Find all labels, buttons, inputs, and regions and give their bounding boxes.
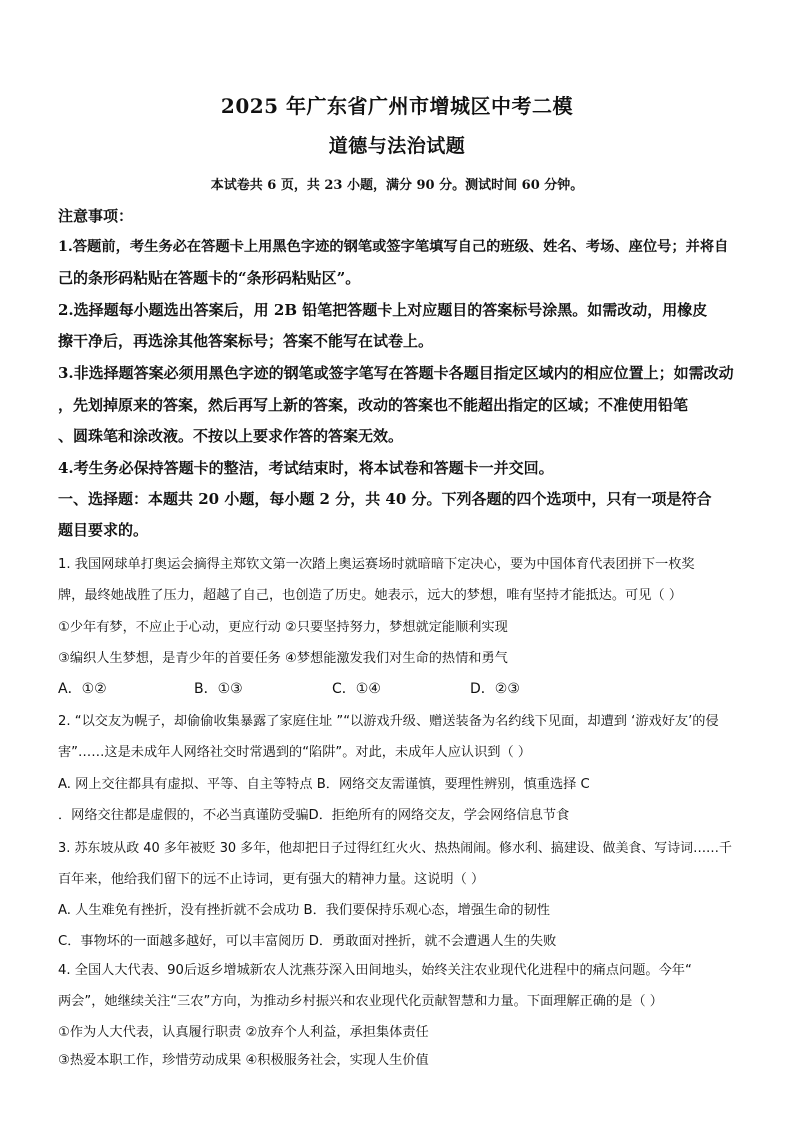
section-1-heading-line-2: 题目要求的。 <box>58 521 149 539</box>
question-4-statements-2: ③热爱本职工作，珍惜劳动成果 ④积极服务社会，实现人生价值 <box>58 1053 429 1068</box>
note-4: 4.考生务必保持答题卡的整洁，考试结束时，将本试卷和答题卡一并交回。 <box>58 459 554 477</box>
question-2-line-2: 害”……这是未成年人网络社交时常遇到的“陷阱”。对此，未成年人应认识到（ ） <box>58 745 532 760</box>
note-2-line-2: 擦干净后，再选涂其他答案标号；答案不能写在试卷上。 <box>58 332 434 350</box>
question-3-line-1: 3. 苏东坡从政 40 多年被贬 30 多年，他却把日子过得红红火火、热热闹闹。修水利、搞建设、做美食、写诗词……千 <box>58 841 732 856</box>
question-3-options-line-1: A. 人生难免有挫折，没有挫折就不会成功 B．我们要保持乐观心态，增强生命的韧性 <box>58 903 550 918</box>
question-1-option-d: D．②③ <box>470 681 520 697</box>
question-2-options-line-1: A. 网上交往都具有虚拟、平等、自主等特点 B．网络交友需谨慎，要理性辨别，慎重选择 C <box>58 777 590 792</box>
question-1-statements-1: ①少年有梦，不应止于心动，更应行动 ②只要坚持努力，梦想就定能顺利实现 <box>58 620 508 635</box>
question-1-option-c: C．①④ <box>332 681 381 697</box>
question-1-option-a: A．①② <box>58 681 107 697</box>
exam-title: 2025 年广东省广州市增城区中考二模 <box>220 94 574 118</box>
notes-heading: 注意事项： <box>58 207 134 225</box>
note-1-line-2: 己的条形码粘贴在答题卡的“条形码粘贴区”。 <box>58 269 361 287</box>
question-2-options-line-2: ．网络交往都是虚假的，不必当真谨防受骗D．拒绝所有的网络交友，学会网络信息节食 <box>58 808 570 823</box>
note-3-line-3: 、圆珠笔和涂改液。不按以上要求作答的答案无效。 <box>58 427 404 445</box>
note-3-line-1: 3.非选择题答案必须用黑色字迹的钢笔或签字笔写在答题卡各题目指定区域内的相应位置上；如需改动 <box>58 364 734 382</box>
question-1-line-1: 1. 我国网球单打奥运会摘得主郑钦文第一次踏上奥运赛场时就暗暗下定决心，要为中国体育代表团拼下一枚奖 <box>58 557 695 572</box>
note-3-line-2: ，先划掉原来的答案，然后再写上新的答案，改动的答案也不能超出指定的区域；不准使用铅笔 <box>58 396 689 414</box>
note-1-line-1: 1.答题前，考生务必在答题卡上用黑色字迹的钢笔或签字笔填写自己的班级、姓名、考场、座位号；并将自 <box>58 239 729 255</box>
question-4-line-1: 4. 全国人大代表、90后返乡增城新农人沈燕芬深入田间地头，始终关注农业现代化进程中的痛点问题。今年“ <box>58 963 692 978</box>
question-3-line-2: 百年来，他给我们留下的远不止诗词，更有强大的精神力量。这说明（ ） <box>58 872 485 887</box>
question-1-option-b: B．①③ <box>194 681 243 697</box>
note-2-line-1: 2.选择题每小题选出答案后，用 2B 铅笔把答题卡上对应题目的答案标号涂黑。如需改动，用橡皮 <box>58 301 708 319</box>
exam-info: 本试卷共 6 页，共 23 小题，满分 90 分。测试时间 60 分钟。 <box>210 178 584 193</box>
section-1-heading-line-1: 一、选择题：本题共 20 小题，每小题 2 分，共 40 分。下列各题的四个选项中，只有一项是符合 <box>58 490 712 508</box>
exam-subject: 道德与法治试题 <box>328 135 466 157</box>
question-1-line-2: 牌，最终她战胜了压力，超越了自己，也创造了历史。她表示，远大的梦想，唯有坚持才能抵达。可见（ ） <box>58 588 683 603</box>
question-4-line-2: 两会”，她继续关注“三农”方向，为推动乡村振兴和农业现代化贡献智慧和力量。下面理解正确的是（ ） <box>58 994 663 1009</box>
question-3-options-line-2: C．事物坏的一面越多越好，可以丰富阅历 D．勇敢面对挫折，就不会遭遇人生的失败 <box>58 934 557 949</box>
question-2-line-1: 2. “以交友为幌子，却偷偷收集暴露了家庭住址 ”“以游戏升级、赠送装备为名约线下见面，却遭到 ‘游戏好友’的侵 <box>58 714 719 729</box>
question-4-statements-1: ①作为人大代表，认真履行职责 ②放弃个人利益，承担集体责任 <box>58 1025 429 1040</box>
question-1-statements-2: ③编织人生梦想，是青少年的首要任务 ④梦想能激发我们对生命的热情和勇气 <box>58 651 508 666</box>
